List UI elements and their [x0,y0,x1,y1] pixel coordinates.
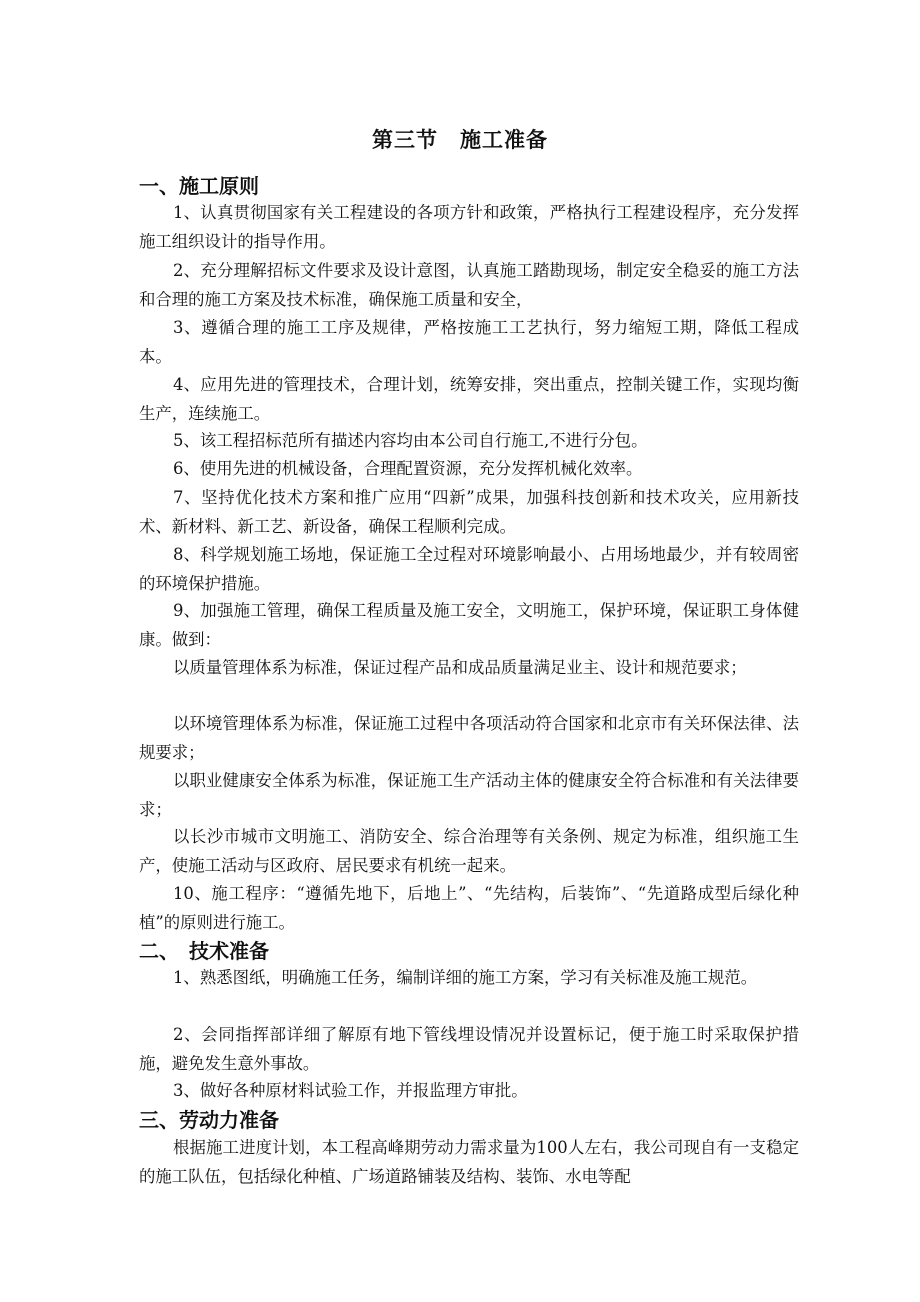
paragraph: 6、使用先进的机械设备，合理配置资源，充分发挥机械化效率。 [173,459,643,478]
paragraph: 7、坚持优化技术方案和推广应用“四新”成果，加强科技创新和技术攻关，应用新技术、新材料、新工艺、新设备，确保工程顺利完成。 [139,488,799,536]
paragraph: 1、熟悉图纸，明确施工任务，编制详细的施工方案，学习有关标准及施工规范。 [173,968,758,987]
paragraph: 9、加强施工管理，确保工程质量及施工安全，文明施工，保护环境，保证职工身体健康。做到： [139,601,799,649]
paragraph: 以环境管理体系为标准，保证施工过程中各项活动符合国家和北京市有关环保法律、法规要求； [139,714,799,762]
heading-construction-principles: 一、施工原则 [139,174,259,198]
heading-labor-preparation: 三、劳动力准备 [139,1108,279,1132]
paragraph: 3、做好各种原材料试验工作，并报监理方审批。 [173,1081,528,1100]
paragraph: 以质量管理体系为标准，保证过程产品和成品质量满足业主、设计和规范要求； [173,658,747,677]
paragraph: 2、充分理解招标文件要求及设计意图，认真施工踏勘现场，制定安全稳妥的施工方法和合理的施工方案及技术标准，确保施工质量和安全， [139,261,799,309]
paragraph: 8、科学规划施工场地，保证施工全过程对环境影响最小、占用场地最少，并有较周密的环境保护措施。 [139,545,799,593]
paragraph: 以长沙市城市文明施工、消防安全、综合治理等有关条例、规定为标准，组织施工生产，使施工活动与区政府、居民要求有机统一起来。 [139,827,799,875]
paragraph: 3、遵循合理的施工工序及规律，严格按施工工艺执行，努力缩短工期，降低工程成本。 [139,318,799,366]
heading-technical-preparation: 二、 技术准备 [139,939,269,963]
paragraph: 5、该工程招标范所有描述内容均由本公司自行施工,不进行分包。 [173,431,648,450]
paragraph: 2、会同指挥部详细了解原有地下管线埋设情况并设置标记，便于施工时采取保护措施，避免发生意外事故。 [139,1025,799,1073]
paragraph: 根据施工进度计划，本工程高峰期劳动力需求量为100人左右，我公司现自有一支稳定的施工队伍，包括绿化种植、广场道路铺装及结构、装饰、水电等配 [139,1138,799,1186]
paragraph: 4、应用先进的管理技术，合理计划，统筹安排，突出重点，控制关键工作，实现均衡生产，连续施工。 [139,375,799,423]
paragraph: 10、施工程序：“遵循先地下，后地上”、“先结构，后装饰”、“先道路成型后绿化种植”的原则进行施工。 [139,884,799,932]
paragraph: 以职业健康安全体系为标准，保证施工生产活动主体的健康安全符合标准和有关法律要求； [139,771,799,819]
section-title: 第三节 施工准备 [372,127,548,152]
paragraph: 1、认真贯彻国家有关工程建设的各项方针和政策，严格执行工程建设程序，充分发挥施工组织设计的指导作用。 [139,203,799,251]
